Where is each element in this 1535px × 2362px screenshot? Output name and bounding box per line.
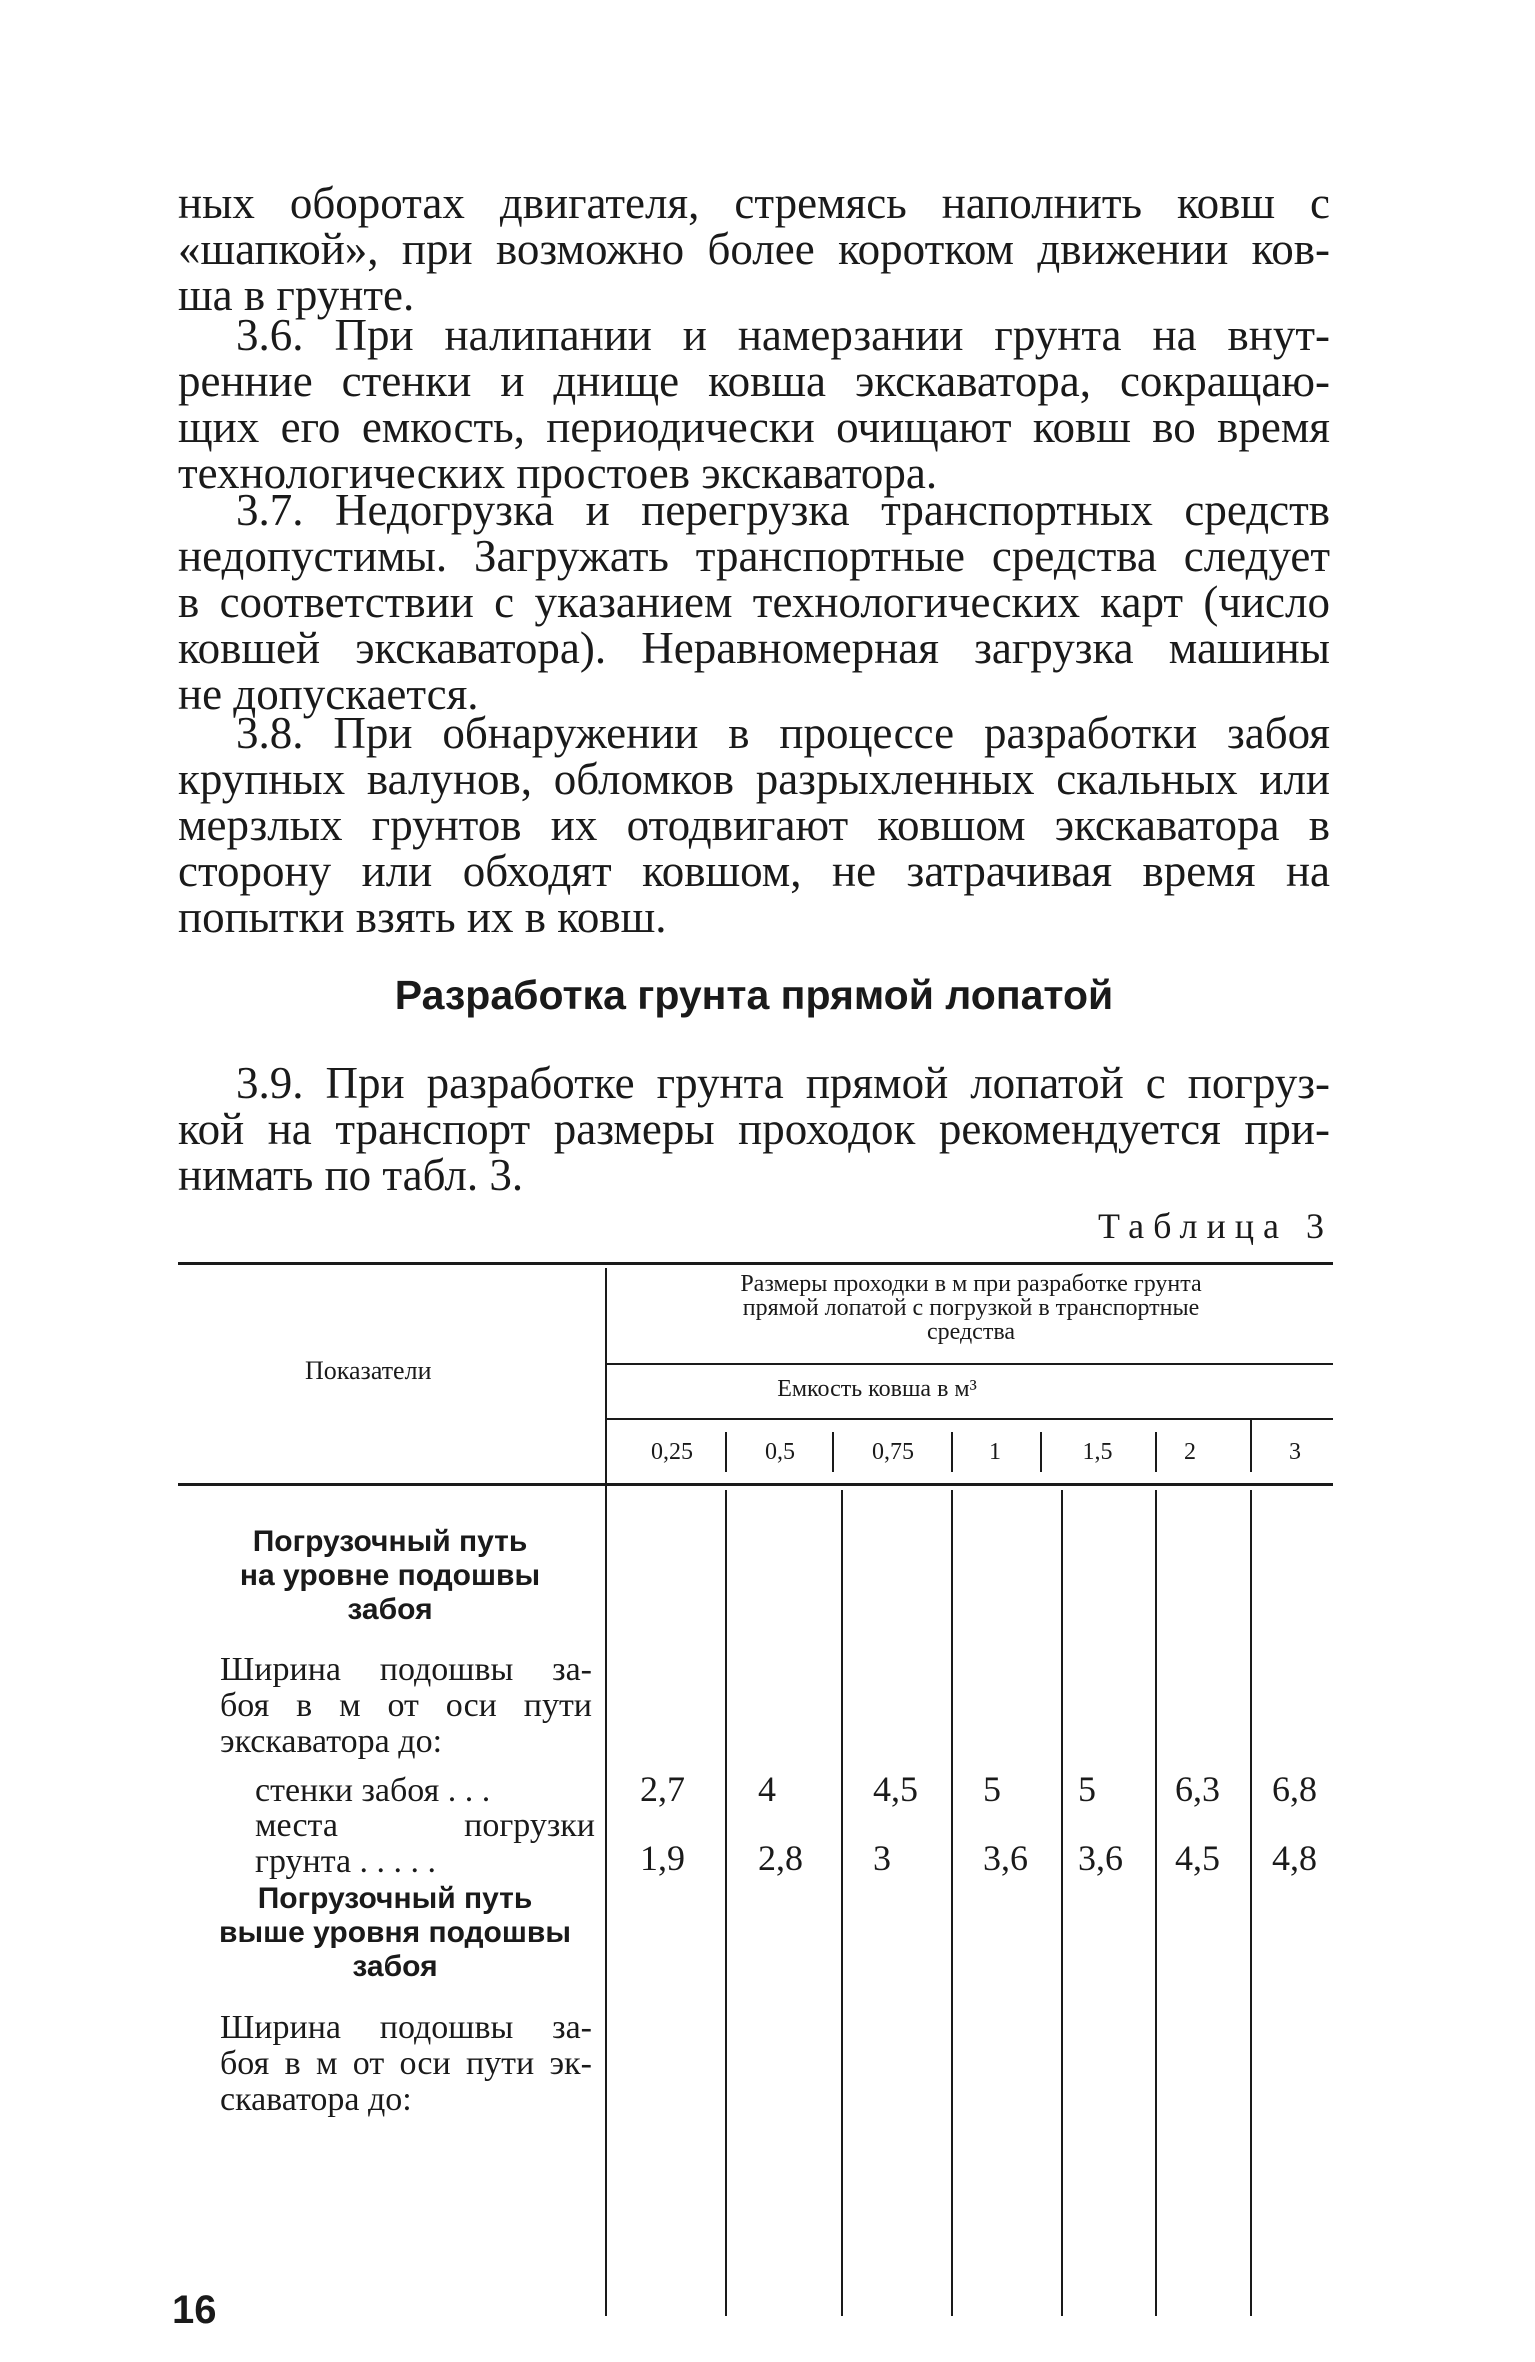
text-line: нимать по табл. 3. <box>178 1150 524 1200</box>
column-rule <box>725 1490 727 2316</box>
column-rule <box>1155 1432 1157 1472</box>
table-caption: Таблица 3 <box>1098 1206 1333 1246</box>
text-line: ренние стенки и днище ковша экскаватора, сокращаю- <box>178 356 1330 406</box>
value-cell: 6,8 <box>1272 1769 1317 1809</box>
value-cell: 4,8 <box>1272 1838 1317 1878</box>
text-line: 3.6. При налипании и намерзании грунта на внут- <box>236 310 1330 360</box>
row-label-load: места погрузки грунта . . . . . <box>255 1807 595 1880</box>
value-cell: 4,5 <box>873 1769 918 1809</box>
column-rule <box>1250 1490 1252 2316</box>
column-rule <box>841 1490 843 2316</box>
value-cell: 6,3 <box>1175 1769 1220 1809</box>
section-heading: Разработка грунта прямой лопатой <box>394 972 1114 1018</box>
column-rule <box>1040 1432 1042 1472</box>
section-description: Ширина подошвы за- боя в м от оси пути эк- скаватора до: <box>220 2009 592 2118</box>
header-bottom-rule <box>178 1483 1333 1486</box>
section-description: Ширина подошвы за- боя в м от оси пути экскаватора до: <box>220 1651 592 1760</box>
section-title: Погрузочный путь выше уровня подошвы забоя <box>219 1882 571 1983</box>
column-rule <box>725 1432 727 1472</box>
text-line: технологических простоев экскаватора. <box>178 448 938 498</box>
page-number: 16 <box>172 2288 217 2332</box>
text-line: ковшей экскаватора). Неравномерная загрузка машины <box>178 623 1330 673</box>
paragraph-3-9 <box>178 1060 1330 1198</box>
capacity-cell: 2 <box>1184 1439 1196 1465</box>
paragraph-3-6 <box>178 312 1330 496</box>
column-rule <box>1250 1420 1252 1472</box>
value-cell: 5 <box>1078 1769 1096 1809</box>
paragraph-continuation <box>178 180 1330 318</box>
group-header: Размеры проходки в м при разработке грунта прямой лопатой с погрузкой в транспортные средства <box>740 1271 1202 1345</box>
indicators-header: Показатели <box>305 1356 432 1385</box>
value-cell: 1,9 <box>640 1838 685 1878</box>
column-rule <box>1155 1490 1157 2316</box>
column-rule <box>951 1432 953 1472</box>
text-line: крупных валунов, обломков разрыхленных скальных или <box>178 754 1330 804</box>
text-line: мерзлых грунтов их отодвигают ковшом экскаватора в <box>178 800 1330 850</box>
text-line: не допускается. <box>178 669 479 719</box>
value-cell: 3 <box>873 1838 891 1878</box>
capacity-cell: 3 <box>1289 1439 1301 1465</box>
value-cell: 3,6 <box>1078 1838 1123 1878</box>
text-line: 3.9. При разработке грунта прямой лопатой с погруз- <box>236 1058 1330 1108</box>
paragraph-3-7 <box>178 487 1330 717</box>
capacity-cell: 0,5 <box>765 1439 795 1465</box>
header-divider <box>605 1363 1333 1365</box>
value-cell: 4 <box>758 1769 776 1809</box>
text-line: щих его емкость, периодически очищают ковш во время <box>178 402 1330 452</box>
capacity-cell: 1 <box>989 1439 1001 1465</box>
text-line: в соответствии с указанием технологических карт (число <box>178 577 1330 627</box>
value-cell: 3,6 <box>983 1838 1028 1878</box>
text-line: попытки взять их в ковш. <box>178 892 667 942</box>
column-rule <box>951 1490 953 2316</box>
column-rule <box>605 1268 607 2316</box>
column-rule <box>832 1432 834 1472</box>
capacity-header: Емкость ковша в м³ <box>777 1376 977 1402</box>
section-title: Погрузочный путь на уровне подошвы забоя <box>239 1525 541 1626</box>
value-cell: 5 <box>983 1769 1001 1809</box>
paragraph-3-8 <box>178 710 1330 940</box>
text-line: «шапкой», при возможно более коротком движении ков- <box>178 224 1330 274</box>
capacity-cell: 1,5 <box>1082 1439 1113 1465</box>
table-top-rule <box>178 1262 1333 1265</box>
capacity-cell: 0,75 <box>872 1439 914 1465</box>
text-line: 3.7. Недогрузка и перегрузка транспортных средств <box>236 485 1330 535</box>
header-divider <box>605 1418 1333 1420</box>
value-cell: 4,5 <box>1175 1838 1220 1878</box>
column-rule <box>1061 1490 1063 2316</box>
text-line: недопустимы. Загружать транспортные средства следует <box>178 531 1330 581</box>
text-line: кой на транспорт размеры проходок рекомендуется при- <box>178 1104 1330 1154</box>
value-cell: 2,7 <box>640 1769 685 1809</box>
text-line: сторону или обходят ковшом, не затрачивая время на <box>178 846 1330 896</box>
row-label-wall: стенки забоя . . . <box>255 1772 491 1809</box>
value-cell: 2,8 <box>758 1838 803 1878</box>
capacity-cell: 0,25 <box>651 1439 693 1465</box>
text-line: ша в грунте. <box>178 270 415 320</box>
text-line: 3.8. При обнаружении в процессе разработки забоя <box>236 708 1330 758</box>
text-line: ных оборотах двигателя, стремясь наполнить ковш с <box>178 178 1330 228</box>
